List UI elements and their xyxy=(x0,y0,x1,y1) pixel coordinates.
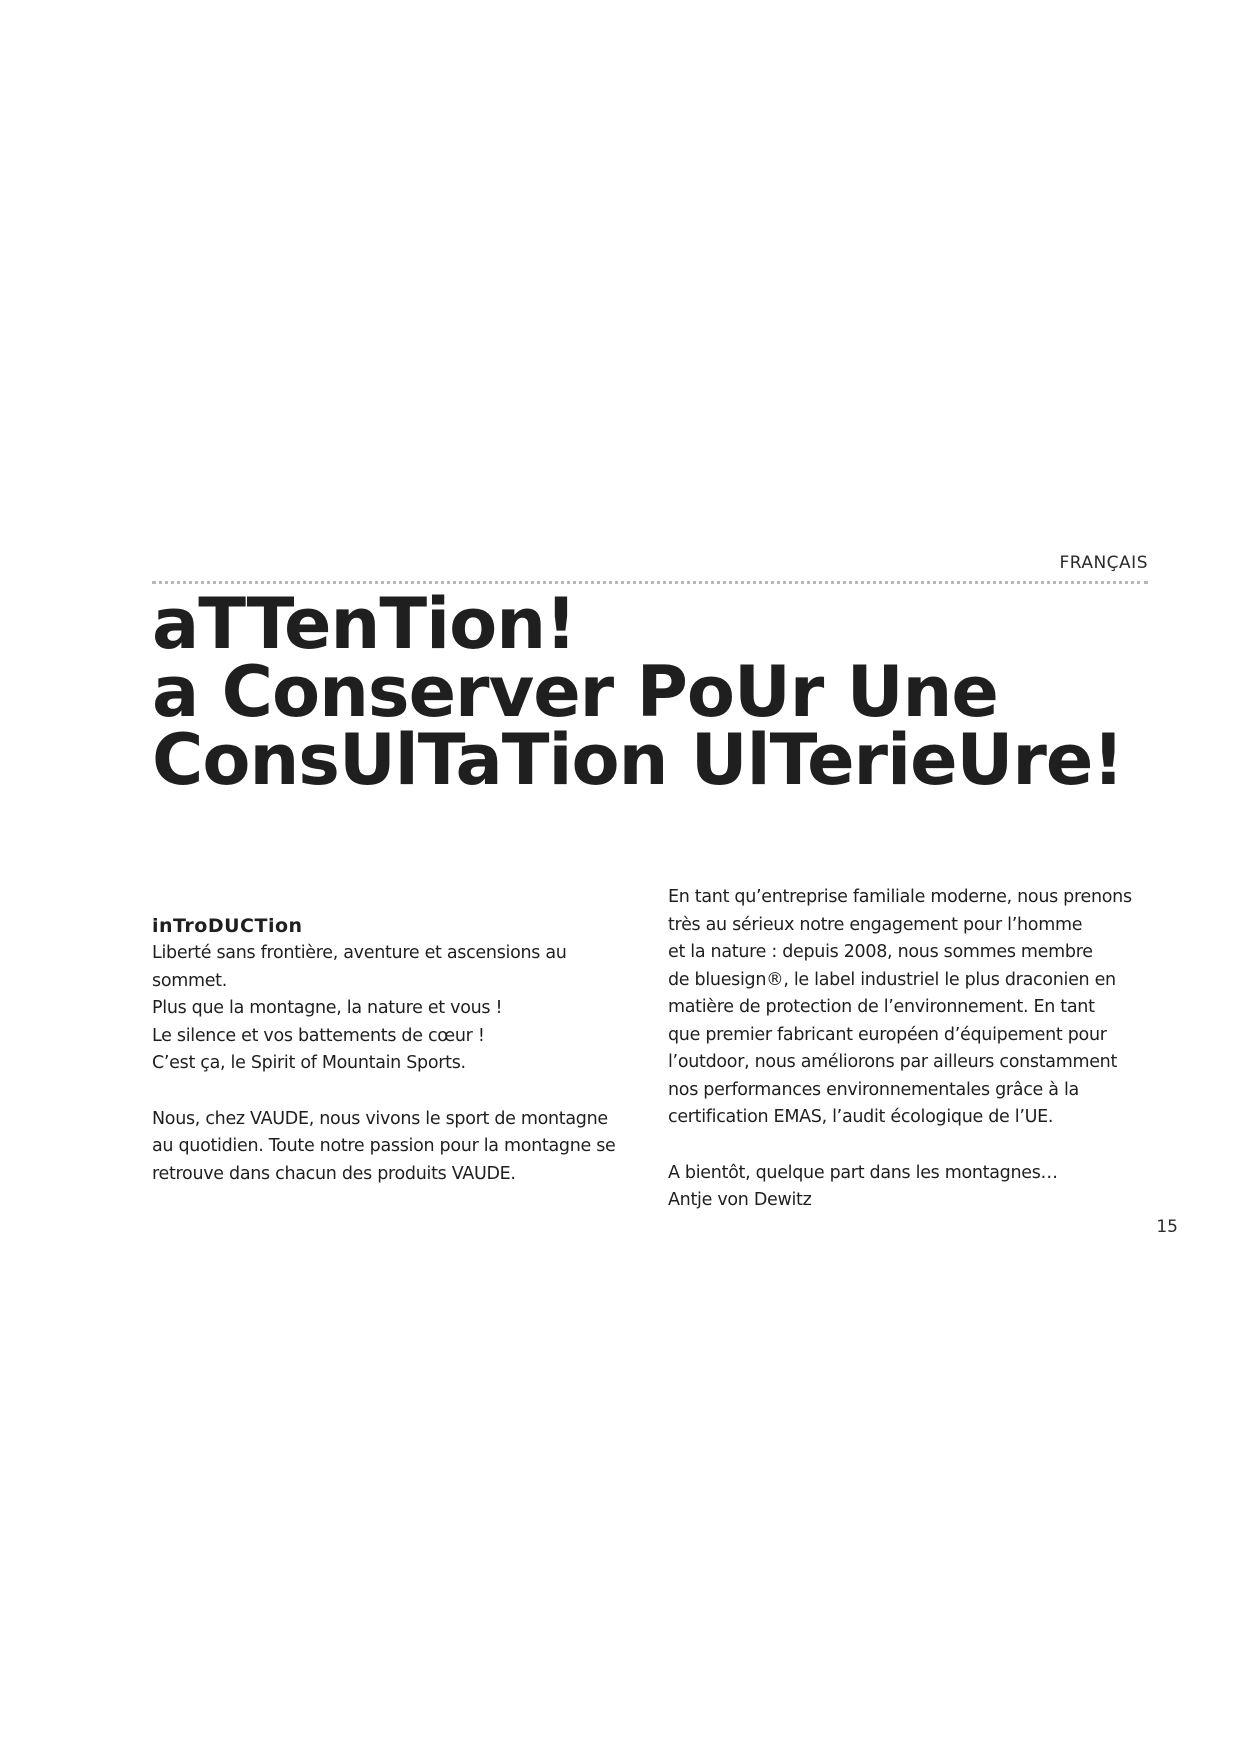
left-column xyxy=(152,912,632,1188)
text-line: de bluesign®, le label industriel le plus draconien en xyxy=(668,969,1116,990)
closing-line: A bientôt, quelque part dans les montagnes… xyxy=(668,1162,1058,1183)
text-line: nos performances environnementales grâce à la xyxy=(668,1079,1079,1100)
paragraph-gap xyxy=(152,1078,632,1106)
text-line: matière de protection de l’environnement. En tant xyxy=(668,997,1095,1017)
paragraph-gap xyxy=(668,1132,1168,1160)
language-label: FRANÇAIS xyxy=(1059,553,1148,573)
text-line: sommet. xyxy=(152,970,228,991)
company-paragraph xyxy=(668,884,1168,1132)
text-line: Le silence et vos battements de cœur ! xyxy=(152,1025,485,1046)
text-line: Nous, chez VAUDE, nous vivons le sport de montagne xyxy=(152,1108,608,1129)
headline-line-1: aTTenTion! xyxy=(152,583,576,665)
text-line: que premier fabricant européen d’équipement pour xyxy=(668,1024,1107,1045)
text-line: au quotidien. Toute notre passion pour la montagne se xyxy=(152,1136,616,1156)
text-line: Liberté sans frontière, aventure et ascensions au xyxy=(152,943,567,963)
text-line: très au sérieux notre engagement pour l’homme xyxy=(668,914,1083,935)
right-column xyxy=(668,884,1168,1215)
text-line: et la nature : depuis 2008, nous sommes membre xyxy=(668,942,1093,962)
headline-line-3: ConsUlTaTion UlTerieUre! xyxy=(152,719,1124,801)
headline-line-2: a Conserver PoUr Une xyxy=(152,651,998,733)
section-heading: inTroDUCTion xyxy=(152,915,303,937)
text-line: C’est ça, le Spirit of Mountain Sports. xyxy=(152,1053,466,1073)
intro-paragraph-2 xyxy=(152,1106,632,1189)
text-line: En tant qu’entreprise familiale moderne, nous prenons xyxy=(668,887,1132,907)
text-line: l’outdoor, nous améliorons par ailleurs constamment xyxy=(668,1052,1118,1072)
signature-name: Antje von Dewitz xyxy=(668,1190,812,1210)
text-line: retrouve dans chacun des produits VAUDE. xyxy=(152,1163,516,1184)
intro-paragraph-1 xyxy=(152,940,632,1078)
page-number: 15 xyxy=(1156,1217,1178,1237)
text-line: certification EMAS, l’audit écologique de l’UE. xyxy=(668,1107,1054,1127)
text-line: Plus que la montagne, la nature et vous ! xyxy=(152,998,503,1018)
closing-paragraph xyxy=(668,1160,1168,1215)
headline xyxy=(152,583,1152,801)
